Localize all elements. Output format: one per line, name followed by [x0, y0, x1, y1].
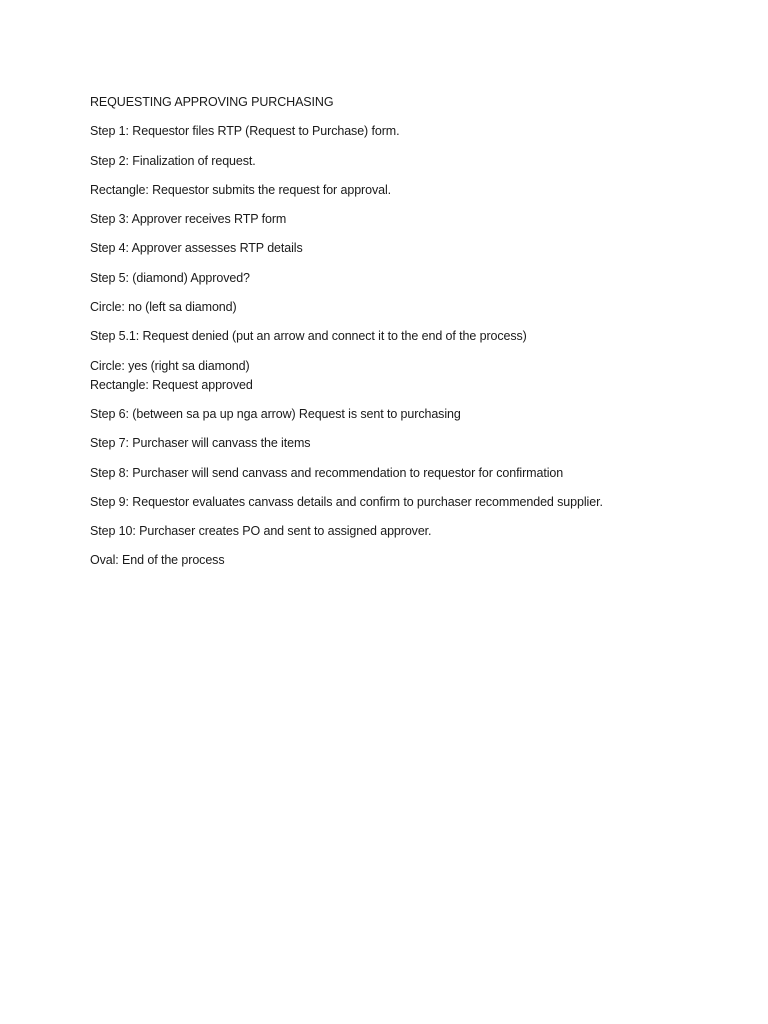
text-line-rectangle-submit: Rectangle: Requestor submits the request for approval. — [90, 182, 392, 197]
text-line-step-4: Step 4: Approver assesses RTP details — [90, 241, 303, 256]
text-line-step-5: Step 5: (diamond) Approved? — [90, 270, 250, 285]
text-line-step-3: Step 3: Approver receives RTP form — [90, 212, 287, 227]
document-title: REQUESTING APPROVING PURCHASING — [90, 95, 334, 109]
text-line-step-2: Step 2: Finalization of request. — [90, 153, 256, 168]
text-line-step-1: Step 1: Requestor files RTP (Request to Purchase) form. — [90, 124, 400, 139]
text-line-step-9: Step 9: Requestor evaluates canvass details and confirm to purchaser recommended supplier. — [90, 494, 603, 509]
text-line-circle-yes: Circle: yes (right sa diamond) — [90, 358, 250, 373]
text-line-step-6: Step 6: (between sa pa up nga arrow) Request is sent to purchasing — [90, 406, 461, 421]
document-body — [90, 94, 730, 582]
text-line-circle-no: Circle: no (left sa diamond) — [90, 300, 237, 315]
text-line-oval-end: Oval: End of the process — [90, 553, 225, 568]
text-line-step-10: Step 10: Purchaser creates PO and sent to assigned approver. — [90, 524, 432, 539]
text-line-step-7: Step 7: Purchaser will canvass the items — [90, 436, 311, 451]
text-line-step-8: Step 8: Purchaser will send canvass and recommendation to requestor for confirmation — [90, 465, 564, 480]
text-line-step-5-1: Step 5.1: Request denied (put an arrow and connect it to the end of the process) — [90, 329, 527, 344]
text-line-rectangle-approved: Rectangle: Request approved — [90, 377, 253, 392]
